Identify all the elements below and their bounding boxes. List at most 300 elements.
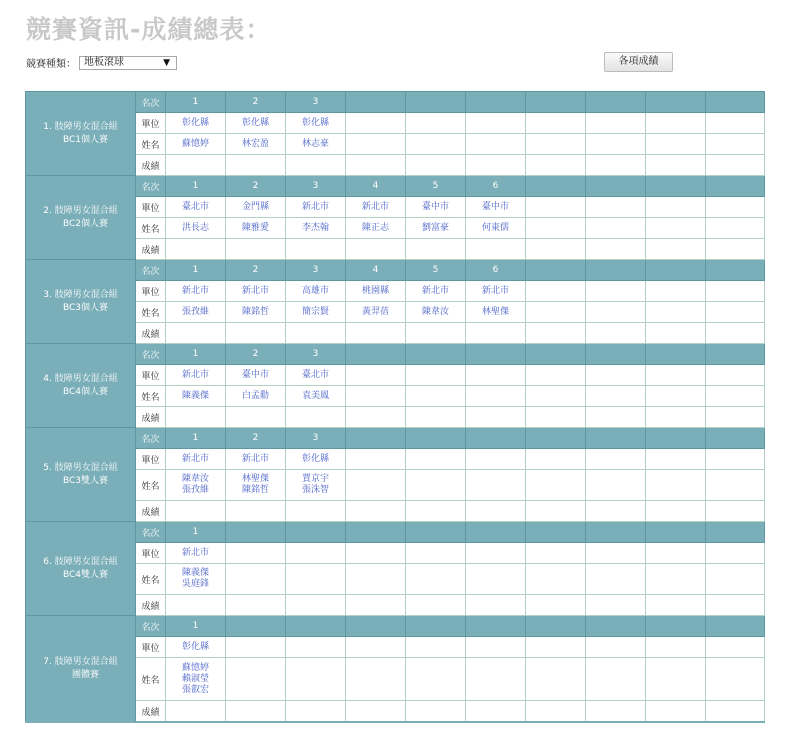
name-cell	[286, 302, 346, 323]
rank-cell	[466, 616, 526, 637]
rank-cell	[346, 616, 406, 637]
event-title-line: 5. 肢障男女混合組	[43, 462, 118, 473]
athlete-name: 張洙智	[301, 485, 329, 495]
score-cell	[286, 239, 346, 260]
unit-cell: 彰化縣	[166, 637, 226, 658]
rank-cell: 3	[286, 176, 346, 197]
event-title	[26, 522, 136, 616]
score-cell	[346, 595, 406, 616]
unit-cell: 臺北市	[286, 365, 346, 386]
event-title-line: 1. 肢障男女混合組	[43, 121, 118, 132]
rank-cell: 2	[226, 260, 286, 281]
score-cell	[166, 501, 226, 522]
athlete-name: 陳韋汝	[421, 306, 449, 317]
unit-cell	[466, 449, 526, 470]
event-title-line: BC3個人賽	[62, 302, 109, 313]
score-cell	[166, 407, 226, 428]
name-cell	[586, 470, 646, 501]
name-cell	[586, 218, 646, 239]
unit-cell: 臺北市	[166, 197, 226, 218]
name-cell	[406, 302, 466, 323]
score-row	[26, 595, 765, 616]
row-label-score: 成績	[136, 155, 166, 176]
score-cell	[286, 407, 346, 428]
unit-cell	[286, 543, 346, 564]
unit-cell: 新北市	[466, 281, 526, 302]
athlete-name: 賈京宇	[301, 474, 329, 484]
rank-cell	[706, 522, 765, 543]
row-label-name: 姓名	[136, 564, 166, 595]
score-cell	[346, 407, 406, 428]
score-cell	[226, 595, 286, 616]
unit-row	[26, 637, 765, 658]
score-cell	[286, 501, 346, 522]
unit-cell	[646, 113, 706, 134]
score-cell	[286, 323, 346, 344]
name-cell	[526, 386, 586, 407]
score-cell	[346, 323, 406, 344]
name-cell	[286, 658, 346, 701]
unit-cell	[646, 197, 706, 218]
unit-cell	[406, 543, 466, 564]
athlete-name: 李杰翰	[301, 222, 329, 233]
score-cell	[646, 239, 706, 260]
row-label-name: 姓名	[136, 470, 166, 501]
rank-cell	[346, 344, 406, 365]
name-cell	[466, 658, 526, 701]
score-cell	[526, 407, 586, 428]
unit-cell	[466, 365, 526, 386]
rank-cell	[706, 344, 765, 365]
row-label-name: 姓名	[136, 302, 166, 323]
rank-cell: 3	[286, 344, 346, 365]
unit-cell: 新北市	[406, 281, 466, 302]
row-label-score: 成績	[136, 323, 166, 344]
score-cell	[166, 155, 226, 176]
name-cell	[226, 564, 286, 595]
athlete-name: 陳銘哲	[241, 306, 269, 317]
row-label-score: 成績	[136, 701, 166, 723]
score-cell	[466, 701, 526, 723]
row-label-unit: 單位	[136, 449, 166, 470]
row-label-unit: 單位	[136, 281, 166, 302]
name-cell	[646, 658, 706, 701]
unit-cell	[706, 281, 765, 302]
score-cell	[406, 407, 466, 428]
event-title-line: BC1個人賽	[62, 134, 109, 145]
score-cell	[646, 323, 706, 344]
unit-cell: 臺中市	[466, 197, 526, 218]
rank-cell	[466, 522, 526, 543]
unit-row	[26, 543, 765, 564]
rank-cell	[526, 260, 586, 281]
athlete-name: 林聖傑	[241, 474, 269, 484]
unit-row	[26, 365, 765, 386]
name-row	[26, 386, 765, 407]
score-row	[26, 701, 765, 723]
row-label-name: 姓名	[136, 658, 166, 701]
score-cell	[586, 501, 646, 522]
athlete-name: 林志豪	[301, 138, 329, 149]
score-cell	[586, 239, 646, 260]
unit-cell: 新北市	[166, 449, 226, 470]
score-cell	[406, 595, 466, 616]
score-cell	[526, 323, 586, 344]
name-cell	[466, 302, 526, 323]
athlete-name: 林聖傑	[481, 306, 509, 317]
score-cell	[706, 323, 765, 344]
row-label-rank: 名次	[136, 522, 166, 543]
score-cell	[526, 501, 586, 522]
score-cell	[706, 701, 765, 723]
unit-cell	[706, 543, 765, 564]
unit-cell	[466, 637, 526, 658]
score-cell	[226, 501, 286, 522]
unit-cell	[346, 365, 406, 386]
unit-cell: 新北市	[286, 197, 346, 218]
unit-row	[26, 449, 765, 470]
athlete-name: 陳雅愛	[241, 222, 269, 233]
page-title: 競賽資訊-成績總表：	[26, 15, 272, 44]
event-title-line: 3. 肢障男女混合組	[43, 289, 118, 300]
unit-cell	[646, 365, 706, 386]
unit-cell	[586, 113, 646, 134]
name-cell	[586, 134, 646, 155]
row-label-unit: 單位	[136, 197, 166, 218]
name-cell	[226, 302, 286, 323]
unit-cell: 彰化縣	[286, 113, 346, 134]
name-cell	[706, 302, 765, 323]
unit-cell: 彰化縣	[226, 113, 286, 134]
name-cell	[586, 564, 646, 595]
athlete-name: 吳庭鋒	[181, 579, 209, 589]
rank-cell: 4	[346, 176, 406, 197]
unit-cell	[526, 449, 586, 470]
rank-cell	[586, 616, 646, 637]
rank-cell	[586, 260, 646, 281]
score-cell	[646, 501, 706, 522]
unit-cell	[526, 113, 586, 134]
name-cell	[166, 302, 226, 323]
unit-row	[26, 113, 765, 134]
rank-cell	[526, 344, 586, 365]
name-cell	[346, 218, 406, 239]
name-cell	[166, 134, 226, 155]
unit-cell	[706, 365, 765, 386]
score-row	[26, 407, 765, 428]
unit-cell	[406, 113, 466, 134]
score-cell	[286, 155, 346, 176]
score-cell	[166, 595, 226, 616]
rank-cell	[586, 344, 646, 365]
name-cell	[706, 470, 765, 501]
score-cell	[706, 155, 765, 176]
name-cell	[166, 218, 226, 239]
score-cell	[526, 701, 586, 723]
score-cell	[706, 501, 765, 522]
score-cell	[646, 155, 706, 176]
name-cell	[346, 386, 406, 407]
unit-cell: 臺中市	[406, 197, 466, 218]
rank-cell: 5	[406, 176, 466, 197]
score-cell	[346, 155, 406, 176]
unit-cell	[286, 637, 346, 658]
score-cell	[646, 407, 706, 428]
unit-cell: 彰化縣	[166, 113, 226, 134]
unit-cell	[226, 543, 286, 564]
name-cell	[466, 218, 526, 239]
score-cell	[586, 701, 646, 723]
name-cell	[526, 658, 586, 701]
event-title	[26, 260, 136, 344]
rank-cell: 3	[286, 260, 346, 281]
event-title	[26, 428, 136, 522]
score-cell	[586, 323, 646, 344]
rank-cell: 1	[166, 522, 226, 543]
row-label-unit: 單位	[136, 365, 166, 386]
name-cell	[346, 470, 406, 501]
unit-cell	[706, 113, 765, 134]
name-cell	[286, 564, 346, 595]
score-cell	[706, 595, 765, 616]
score-row	[26, 323, 765, 344]
dropdown-arrow-icon: ▼	[163, 57, 170, 68]
unit-cell	[466, 543, 526, 564]
name-cell	[166, 564, 226, 595]
rank-cell	[706, 176, 765, 197]
name-cell	[226, 218, 286, 239]
unit-cell: 新北市	[226, 281, 286, 302]
rank-cell	[406, 522, 466, 543]
rank-row	[26, 616, 765, 637]
score-cell	[646, 701, 706, 723]
rank-cell	[466, 344, 526, 365]
unit-cell	[526, 365, 586, 386]
rank-cell: 1	[166, 176, 226, 197]
score-cell	[226, 155, 286, 176]
score-cell	[526, 239, 586, 260]
score-row	[26, 155, 765, 176]
unit-cell	[406, 449, 466, 470]
rank-cell: 1	[166, 428, 226, 449]
name-row	[26, 564, 765, 595]
rank-cell	[226, 522, 286, 543]
unit-cell	[706, 449, 765, 470]
rank-cell	[286, 616, 346, 637]
rank-cell	[406, 92, 466, 113]
event-title	[26, 344, 136, 428]
name-cell	[586, 386, 646, 407]
event-title-line: BC2個人賽	[62, 218, 109, 229]
score-cell	[466, 501, 526, 522]
athlete-name: 袁美鳳	[301, 390, 329, 401]
name-cell	[226, 386, 286, 407]
name-cell	[526, 470, 586, 501]
name-row	[26, 658, 765, 701]
score-cell	[406, 239, 466, 260]
athlete-name: 陳義傑	[181, 568, 209, 578]
competition-type-select[interactable]	[79, 56, 177, 70]
unit-cell: 臺中市	[226, 365, 286, 386]
rank-row	[26, 522, 765, 543]
athlete-name: 張叡宏	[181, 684, 209, 695]
unit-cell	[346, 543, 406, 564]
name-cell	[346, 564, 406, 595]
event-title-line: 2. 肢障男女混合組	[43, 205, 118, 216]
unit-cell	[646, 449, 706, 470]
row-label-rank: 名次	[136, 428, 166, 449]
name-cell	[586, 302, 646, 323]
name-cell	[226, 658, 286, 701]
row-label-score: 成績	[136, 407, 166, 428]
rank-cell	[526, 176, 586, 197]
event-title-line: BC4雙人賽	[62, 569, 109, 580]
rank-cell: 3	[286, 92, 346, 113]
unit-cell: 新北市	[166, 543, 226, 564]
rank-cell: 6	[466, 260, 526, 281]
unit-cell	[226, 637, 286, 658]
score-cell	[466, 323, 526, 344]
rank-cell: 2	[226, 92, 286, 113]
rank-cell	[646, 428, 706, 449]
row-label-score: 成績	[136, 595, 166, 616]
unit-row	[26, 281, 765, 302]
athlete-name: 簡宗賢	[301, 306, 329, 317]
rank-cell: 2	[226, 428, 286, 449]
score-cell	[526, 595, 586, 616]
row-label-unit: 單位	[136, 637, 166, 658]
score-cell	[346, 701, 406, 723]
name-row	[26, 134, 765, 155]
rank-row	[26, 260, 765, 281]
rank-cell: 2	[226, 176, 286, 197]
name-cell	[706, 386, 765, 407]
name-cell	[406, 470, 466, 501]
unit-cell: 新北市	[346, 197, 406, 218]
score-cell	[346, 239, 406, 260]
score-row	[26, 501, 765, 522]
score-cell	[706, 407, 765, 428]
rank-cell	[346, 428, 406, 449]
rank-cell: 1	[166, 344, 226, 365]
unit-cell	[706, 197, 765, 218]
rank-cell	[406, 344, 466, 365]
unit-cell	[466, 113, 526, 134]
rank-cell	[706, 260, 765, 281]
name-cell	[226, 134, 286, 155]
rank-row	[26, 344, 765, 365]
name-cell	[646, 386, 706, 407]
name-cell	[586, 658, 646, 701]
rank-cell	[646, 92, 706, 113]
name-cell	[706, 658, 765, 701]
rank-cell: 5	[406, 260, 466, 281]
event-title	[26, 92, 136, 176]
athlete-name: 陳義傑	[181, 390, 209, 401]
name-cell	[286, 134, 346, 155]
athlete-name: 張孜維	[181, 306, 209, 317]
score-cell	[586, 595, 646, 616]
athlete-name: 陳銘哲	[241, 485, 269, 495]
row-label-unit: 單位	[136, 543, 166, 564]
name-cell	[286, 470, 346, 501]
rank-cell	[526, 616, 586, 637]
rank-cell	[346, 92, 406, 113]
competition-type-value: 地板滾球	[84, 56, 124, 68]
row-label-rank: 名次	[136, 92, 166, 113]
name-cell	[646, 564, 706, 595]
rank-cell	[226, 616, 286, 637]
athlete-name: 賴淑瑩	[181, 673, 209, 684]
unit-cell	[586, 197, 646, 218]
name-cell	[526, 134, 586, 155]
rank-cell	[466, 428, 526, 449]
results-table	[25, 91, 765, 723]
name-cell	[526, 302, 586, 323]
row-label-name: 姓名	[136, 386, 166, 407]
rank-cell	[646, 176, 706, 197]
score-cell	[406, 701, 466, 723]
score-cell	[226, 407, 286, 428]
athlete-name: 張孜維	[181, 485, 209, 495]
row-label-score: 成績	[136, 239, 166, 260]
unit-cell: 彰化縣	[286, 449, 346, 470]
score-cell	[526, 155, 586, 176]
rank-cell: 6	[466, 176, 526, 197]
row-label-score: 成績	[136, 501, 166, 522]
event-title	[26, 616, 136, 723]
name-cell	[706, 134, 765, 155]
name-cell	[646, 218, 706, 239]
unit-cell	[406, 365, 466, 386]
unit-cell	[586, 543, 646, 564]
row-label-name: 姓名	[136, 134, 166, 155]
athlete-name: 洪長志	[181, 222, 209, 233]
event-title-line: 7. 肢障男女混合組	[43, 656, 118, 667]
unit-cell: 高雄市	[286, 281, 346, 302]
score-cell	[586, 155, 646, 176]
name-cell	[286, 386, 346, 407]
unit-cell	[646, 637, 706, 658]
athlete-name: 陳韋汝	[181, 474, 209, 484]
score-cell	[226, 239, 286, 260]
unit-row	[26, 197, 765, 218]
athlete-name: 陳正志	[361, 222, 389, 233]
rank-cell	[586, 428, 646, 449]
event-title-line: 6. 肢障男女混合組	[43, 556, 118, 567]
rank-cell	[466, 92, 526, 113]
event-title	[26, 176, 136, 260]
name-cell	[646, 470, 706, 501]
name-row	[26, 302, 765, 323]
name-cell	[406, 564, 466, 595]
name-cell	[406, 386, 466, 407]
rank-cell	[706, 428, 765, 449]
competition-filter	[26, 55, 177, 70]
rank-cell	[286, 522, 346, 543]
name-cell	[466, 470, 526, 501]
score-cell	[226, 323, 286, 344]
score-cell	[466, 239, 526, 260]
score-cell	[166, 239, 226, 260]
all-results-button[interactable]: 各項成績	[604, 52, 673, 72]
name-cell	[466, 386, 526, 407]
rank-cell	[406, 616, 466, 637]
name-cell	[706, 218, 765, 239]
name-cell	[406, 658, 466, 701]
rank-cell	[706, 92, 765, 113]
rank-cell	[526, 522, 586, 543]
